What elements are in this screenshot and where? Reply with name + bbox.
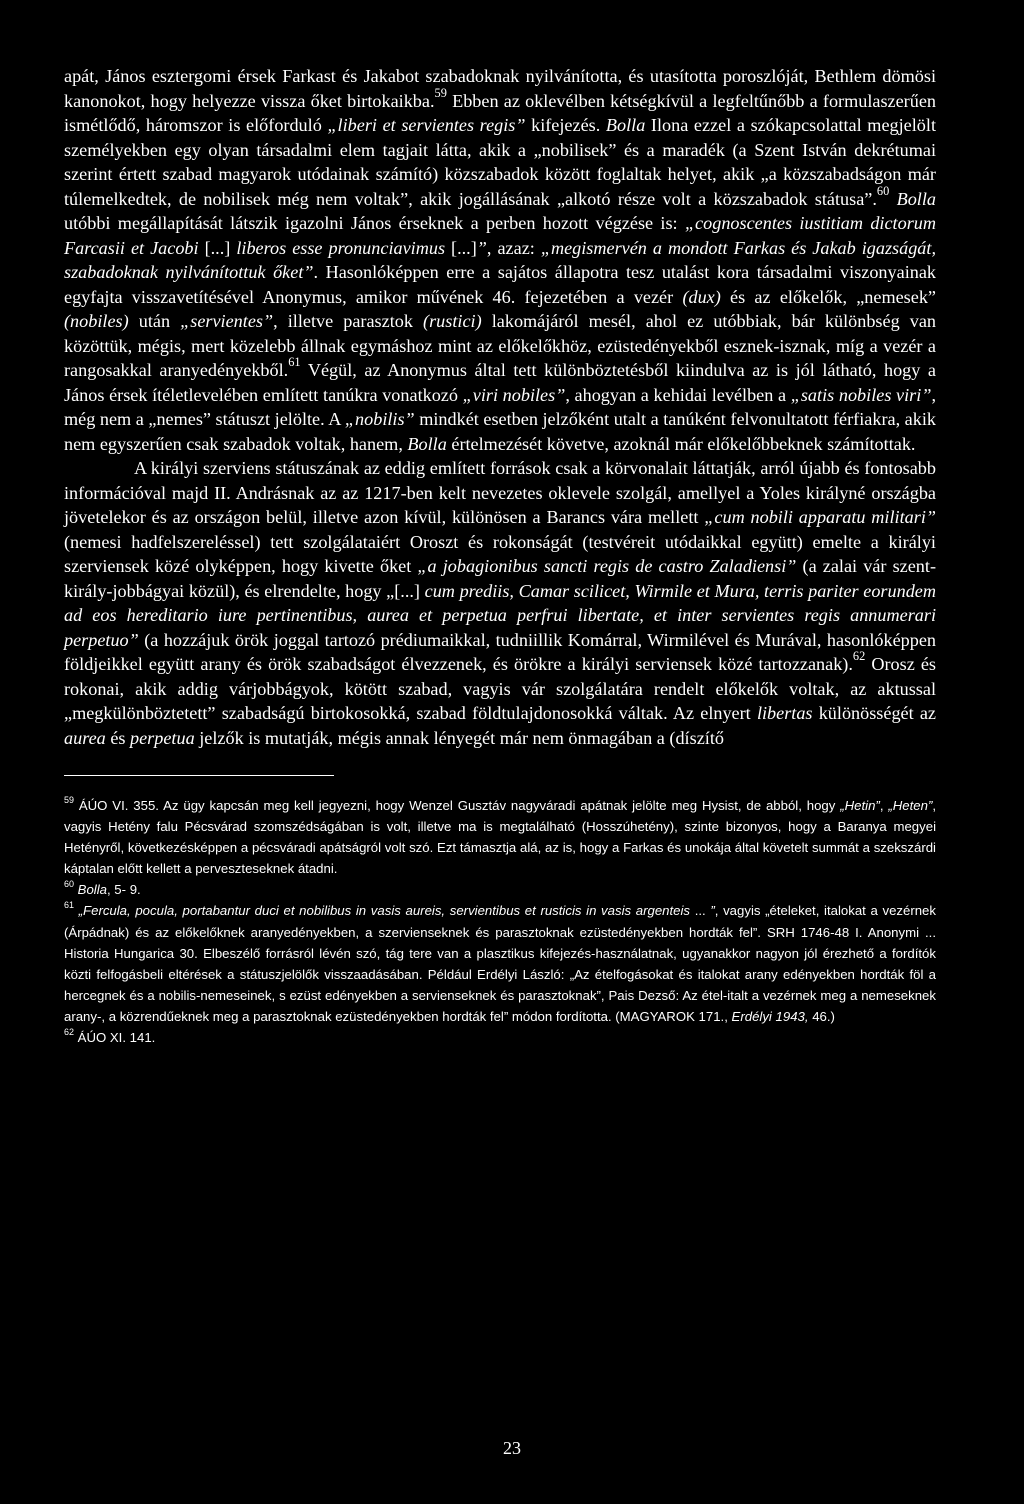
footnote-60 xyxy=(64,879,936,900)
footnote-ref: 61 xyxy=(64,900,74,911)
italic-run: aurea xyxy=(64,727,106,748)
text-run: ... xyxy=(690,903,711,919)
text-run: apát, János esztergomi érsek Farkast és Jakabot szabadoknak nyilvánította, és utasította poroszlóját, Bethlem dömösi kanonokot, hogy helyezze vissza őket birtokaikba. xyxy=(64,66,936,111)
footnote-separator xyxy=(64,775,334,776)
italic-run: Bolla xyxy=(77,882,107,898)
text-run: (a hozzájuk örök joggal tartozó prédiumaikkal, tudniillik Komárral, Wirmilével és Murával, hasonlóképpen földjeikkel együtt arany és örök szabadságot élvezzenek, és örökre a királyi serviensek közé tartozzanak). xyxy=(64,629,936,674)
text-run: utóbbi megállapítását látszik igazolni János érseknek a perben hozott végzése is: xyxy=(64,213,685,233)
text-run: . Hasonlóképpen erre a sajátos állapotra tesz utalást kora társadalmi viszonyainak egyfajta visszavetítésével Anonymus, amikor művének 46. fejezetében a vezér xyxy=(64,262,937,307)
italic-run: (dux) xyxy=(682,286,721,307)
italic-run: „a jobagionibus sancti regis de castro Zaladiensi” xyxy=(417,556,797,576)
italic-run: ” xyxy=(710,903,715,919)
text-run: Orosz és rokonai, akik addig várjobbágyok, kötött szabad, vagyis vár szolgálatára rendelt előkelők voltak, az aktussal „megkülönböztetett” szabadságú birtokosokká, szabad földtulajdonosokká váltak. Az elnyert xyxy=(64,654,936,723)
italic-run: „cognoscentes iustitiam dictorum Farcasii et Jacobi xyxy=(64,213,937,258)
text-run: jelzők is mutatják, mégis annak lényegét már nem önmagában a (díszítő xyxy=(194,727,724,748)
italic-run: perpetua xyxy=(130,727,195,748)
text-run: kifejezés. xyxy=(525,115,606,135)
text-run: Végül, az Anonymus által tett különböztetésből kiindulva az is jól látható, hogy a János érsek ítéletlevelében említett tanúkra vonatkozó xyxy=(64,360,936,405)
italic-run: Bolla xyxy=(896,188,936,209)
italic-run: „satis nobiles viri” xyxy=(790,384,932,405)
italic-run: cum prediis, Camar scilicet, Wirmile et Mura, terris pariter eorundem ad eos hereditario iure pertinentibus, aurea et perpetua perfrui libertate, et inter servientes regis annumerari perpetuo” xyxy=(64,580,937,650)
text-run: (a zalai vár szent-király-jobbágyai közül), és elrendelte, hogy „[...] xyxy=(64,556,937,601)
italic-run: Bolla xyxy=(605,115,646,135)
text-run: , 5- 9. xyxy=(106,882,141,898)
italic-run: ” xyxy=(476,237,487,258)
page-number: 23 xyxy=(503,1438,521,1458)
text-run: A királyi szerviens státuszának az eddig említett források csak a körvonalait láttatják, arról újabb és fontosabb információval majd II. Andrásnak az az 1217-ben kelt nevezetes oklevele szolgál, amellyel a Yoles királyné országba jövetelekor és az országon belül, illetve azon kívül, különösen a Barancs vára mellett xyxy=(64,458,936,527)
text-run: , illetve parasztok xyxy=(273,311,424,331)
text-run: és xyxy=(105,727,131,748)
text-run: , vagyis Hetény falu Pécsvárad szomszédságában is volt, illetve ma is megtalálható (Hosszúhetény), szinte bizonyos, hogy a Baranya megyei Hetényről, következésképpen a pécsváradi apátságról volt szó. Ezt támasztja alá, az is, hogy a Farkas és unokája által követelt summát a szekszárdi káptalan előtt kellett a perveszteseknek átadni. xyxy=(64,798,937,877)
italic-run: „megismervén a mondott Farkas és Jakab igazságát, szabadoknak nyilvánítottuk őket” xyxy=(64,237,937,282)
body-paragraph-2 xyxy=(64,456,936,750)
italic-run: „Heten” xyxy=(888,798,933,813)
body-paragraph-1 xyxy=(64,64,936,456)
italic-run: „cum nobili apparatu militari” xyxy=(704,507,936,527)
footnote-ref: 59 xyxy=(434,85,447,100)
text-run: , azaz: xyxy=(486,237,541,258)
italic-run: „viri nobiles” xyxy=(462,384,566,405)
footnote-ref: 59 xyxy=(64,794,74,805)
text-run: ÁÚO XI. 141. xyxy=(73,1030,156,1046)
italic-run: (nobiles) xyxy=(64,311,129,331)
italic-run: „servientes” xyxy=(180,311,274,331)
text-run: , xyxy=(879,798,889,813)
italic-run: „nobilis” xyxy=(344,409,415,429)
footnote-ref: 60 xyxy=(876,183,890,198)
text-run: , még nem a „nemes” státuszt jelölte. A xyxy=(64,384,936,429)
footnote-59 xyxy=(64,795,936,879)
text-run: értelmezését követve, azoknál már előkelőbbeknek számítottak. xyxy=(446,433,916,454)
footnote-ref: 62 xyxy=(852,649,866,664)
text-run: és az előkelők, „nemesek” xyxy=(720,286,937,307)
italic-run: Erdélyi 1943, xyxy=(731,1008,809,1024)
italic-run: „liberi et servientes regis” xyxy=(327,115,526,135)
italic-run: liberos esse pronunciavimus xyxy=(236,237,446,258)
text-run: (nemesi hadfelszereléssel) tett szolgálataiért Oroszt és rokonságát (testvéreit utódaikkal együtt) emelte a királyi szerviensek közé olyképpen, hogy kivette őket xyxy=(64,531,936,576)
text-run xyxy=(889,189,896,209)
text-run: lakomájáról mesél, ahol ez utóbbiak, bár különbség van közöttük, mégis, mert közelebb állnak egymáshoz mint az előkelőkhöz, ezüstedényekből esznek-isznak, míg a vezér a rangosakkal aranyedényekből. xyxy=(64,311,936,380)
footnote-62 xyxy=(64,1027,936,1048)
text-run: Ebben az oklevélben kétségkívül a legfeltűnőbb a formulaszerűen ismétlődő, háromszor is előforduló xyxy=(64,90,936,135)
text-run: mindkét esetben jelzőként utalt a tanúként felvonultatott férfiakra, akik nem egyszerűen csak szabadok voltak, hanem, xyxy=(64,409,936,454)
text-run: , ahogyan a kehidai levélben a xyxy=(565,384,791,405)
body-text xyxy=(64,64,936,750)
text-run: [...] xyxy=(198,237,237,258)
text-run: Ilona ezzel a szókapcsolattal megjelölt személyekben egy olyan társadalmi elem tagjait látta, akik a „nobilisek” és a maradék (a Szent István dekrétumai szerint értett szabad magyarok utódainak számító) közszabadok között foglaltak helyet, akik „a közszabadságon már túlemelkedtek, de nobilisek még nem voltak”, akik jogállásának „alkotó része volt a közszabadok státusa”. xyxy=(64,115,936,209)
italic-run: „Hetin” xyxy=(840,798,880,813)
italic-run: „Fercula, pocula, portabantur duci et nobilibus in vasis aureis, servientibus et rusticis in vasis argenteis xyxy=(78,903,691,919)
text-run: [...] xyxy=(445,237,477,258)
footnotes xyxy=(64,795,936,1048)
footnote-ref: 60 xyxy=(64,879,74,890)
text-run: után xyxy=(128,311,181,331)
footnote-ref: 61 xyxy=(288,355,301,370)
footnote-61 xyxy=(64,900,936,1027)
italic-run: Bolla xyxy=(407,433,447,454)
text-run: , vagyis „ételeket, italokat a vezérnek (Árpádnak) és az előkelőknek aranyedényekben, a szervienseknek és parasztoknak ezüstedényekben hordták fel”. SRH 1746-48 I. Anonymi ... Historia Hungarica 30. Elbeszélő forrásról lévén szó, tág tere van a plasztikus kifejezés-használatnak, ugyanakkor nagyon jól érezhető a fordítók közti felfogásbeli eltérések a státuszjelölők visszaadásában. Például Erdélyi László: „Az ételfogásokat és italokat arany edényekben hordták föl a hercegnek és a nobilis-nemeseinek, s ezüst edényekben a servienseknek és parasztoknak”, Pais Dezső: Az étel-italt a vezérnek meg a nemeseknek arany-, a közrendűeknek meg a parasztoknak ezüstedényekben hordták fel” módon fordította. (MAGYAROK 171., xyxy=(64,903,936,1024)
text-run: különösségét az xyxy=(812,703,937,723)
italic-run: (rustici) xyxy=(423,311,482,331)
footnote-ref: 62 xyxy=(64,1026,74,1037)
text-run: ÁÚO VI. 355. Az ügy kapcsán meg kell jegyezni, hogy Wenzel Gusztáv nagyváradi apátnak jelölte meg Hysist, de abból, hogy xyxy=(73,798,841,813)
text-run: 46.) xyxy=(808,1008,835,1024)
italic-run: libertas xyxy=(756,703,813,723)
